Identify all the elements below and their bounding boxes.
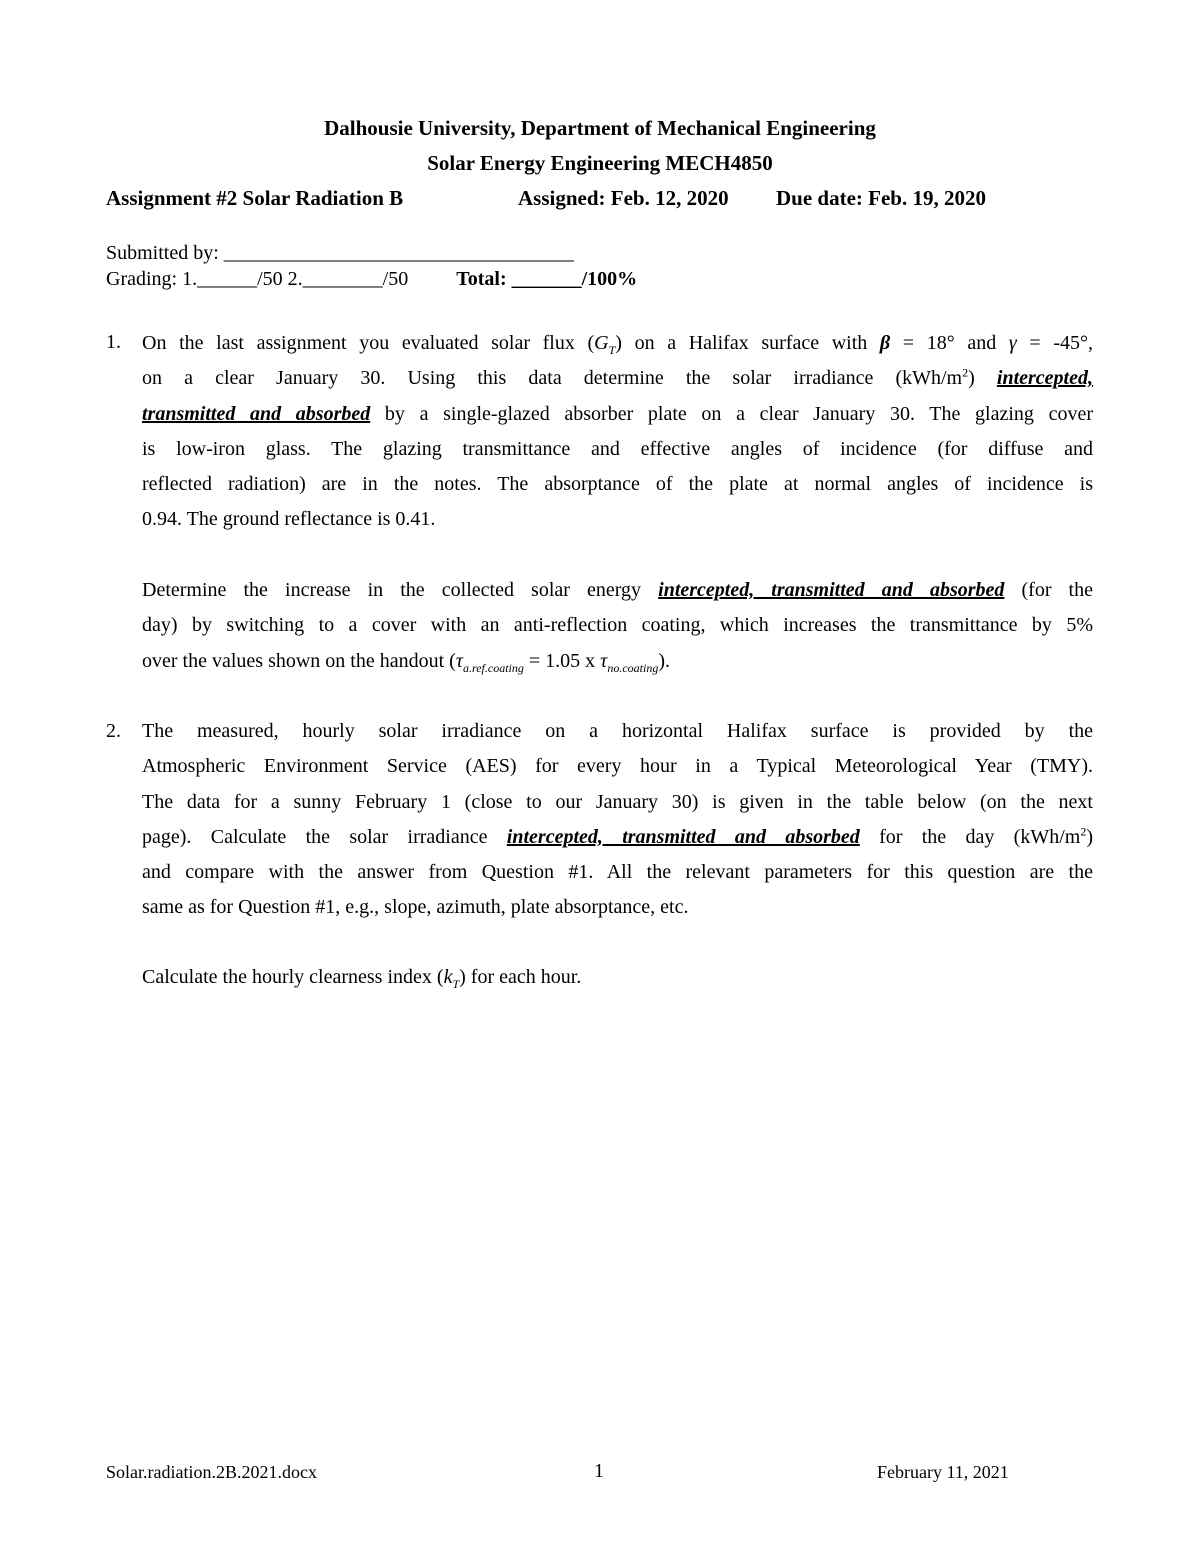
footer-page-number: 1 xyxy=(594,1460,604,1482)
footer-date: February 11, 2021 xyxy=(877,1462,1009,1482)
q1-line-3: transmitted and absorbed by a single-glazed absorber plate on a clear January 30. The glazing cover xyxy=(142,402,1093,425)
course-heading: Solar Energy Engineering MECH4850 xyxy=(427,151,773,175)
q1b-line-2: day) by switching to a cover with an anti-reflection coating, which increases the transmittance by 5% xyxy=(142,614,1093,637)
gamma-symbol: γ xyxy=(1008,332,1017,354)
assignment-title: Assignment #2 Solar Radiation B xyxy=(106,186,404,210)
question-2-text xyxy=(142,714,1093,926)
grading-label: Grading: 1.______/50 2.________/50 xyxy=(106,268,409,290)
q2-line-5: and compare with the answer from Question #1. All the relevant parameters for this question are the xyxy=(142,861,1093,884)
q1-line-6: 0.94. The ground reflectance is 0.41. xyxy=(142,508,436,531)
q1-line-1: On the last assignment you evaluated solar flux $(G_T)$ on a Halifax surface with β = 18° and γ = -45°, xyxy=(142,332,1093,357)
q2-line-1: The measured, hourly solar irradiance on a horizontal Halifax surface is provided by the xyxy=(142,720,1093,742)
tau-symbol: τ xyxy=(455,649,463,672)
due-date: Due date: Feb. 19, 2020 xyxy=(776,186,986,210)
tau-symbol: τ xyxy=(600,649,608,672)
grading-line xyxy=(106,268,637,291)
q1-line-2: on a clear January 30. Using this data determine the solar irradiance $(kWh/m^2)$ intercepted, xyxy=(142,365,1093,390)
q1b-line-1: Determine the increase in the collected solar energy intercepted, transmitted and absorbed (for the xyxy=(142,579,1093,601)
q1-line-5: reflected radiation) are in the notes. The absorptance of the plate at normal angles of incidence is xyxy=(142,473,1093,496)
q1-line-4: is low-iron glass. The glazing transmittance and effective angles of incidence (for diffuse and xyxy=(142,437,1093,460)
question-1-number: 1. xyxy=(106,331,121,353)
q1b-line-3: over the values shown on the handout ($\tau_{a.ref.coating} = 1.05$ x $\tau_{no.coating}$). xyxy=(142,649,671,675)
submitted-by-line: Submitted by: ___________________________________ xyxy=(106,242,574,264)
grading-total: Total: _______/100% xyxy=(456,268,638,290)
question-1-text xyxy=(142,326,1093,538)
question-1b-text xyxy=(142,573,1093,679)
q2-line-6: same as for Question #1, e.g., slope, azimuth, plate absorptance, etc. xyxy=(142,896,689,919)
q2-line-3: The data for a sunny February 1 (close to our January 30) is given in the table below (on the next xyxy=(142,790,1093,813)
assigned-date: Assigned: Feb. 12, 2020 xyxy=(518,186,729,210)
question-2-number: 2. xyxy=(106,720,121,742)
beta-symbol: β xyxy=(879,332,891,354)
footer-filename: Solar.radiation.2B.2021.docx xyxy=(106,1462,317,1482)
q2-line-4: page). Calculate the solar irradiance intercepted, transmitted and absorbed for the day $(kWh/m^2)$ xyxy=(142,824,1094,848)
question-2b-text: Calculate the hourly clearness index $(k_T)$ for each hour. xyxy=(142,966,582,991)
university-heading: Dalhousie University, Department of Mechanical Engineering xyxy=(324,116,876,140)
q2-line-2: Atmospheric Environment Service (AES) for every hour in a Typical Meteorological Year (TMY). xyxy=(142,755,1093,778)
